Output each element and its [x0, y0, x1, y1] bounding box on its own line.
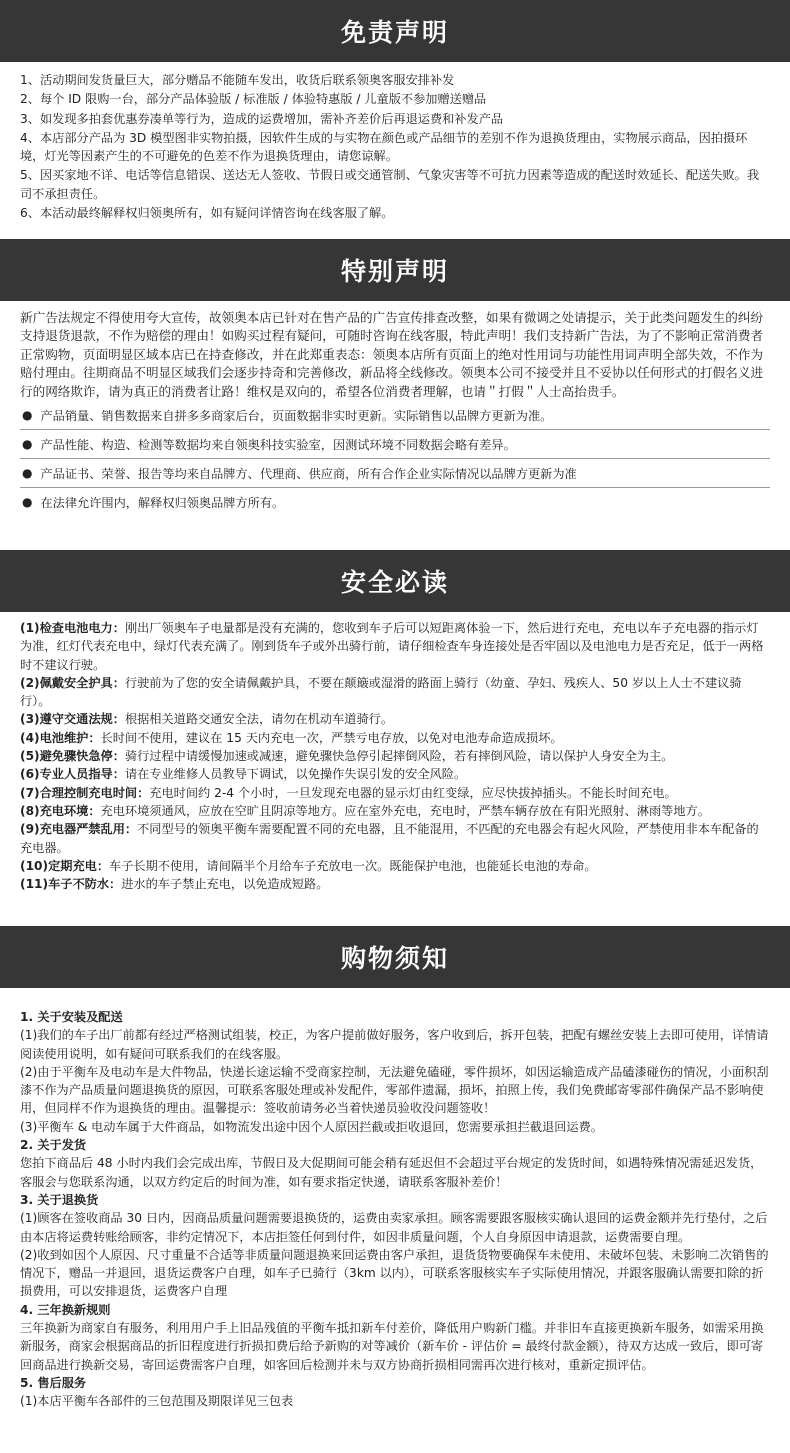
special-notice-body — [0, 301, 790, 550]
special-notice-paragraph: 新广告法规定不得使用夸大宣传，故领奥本店已针对在售产品的广告宣传排查改整，如果有微调之处请提示，关于此类问题发生的纠纷支持退货退款，不作为赔偿的理由！如购买过程有疑问，可随时咨询在线客服，特此声明！我们支持新广告法，为了不影响正常消费者正常购物，页面明显区域本店已在持查修改，并在此郑重表态：领奥本店所有页面上的绝对性用词与功能性用词声明全部失效，不作为赔付理由。往期商品不明显区域我们会逐步持奇和完善修改，新品将全线修改。领奥本公司不接受并且不妥协以任何形式的打假名义进行的网络欺诈，请为真正的消费者让路！维权是双向的，希望各位消费者理解，也请＂打假＂人士高抬贵手。 — [20, 310, 764, 399]
safety-item: (3)遵守交通法规：根据相关道路交通安全法，请勿在机动车道骑行。 — [20, 712, 394, 727]
shopping-heading: 1. 关于安装及配送 — [20, 1010, 123, 1024]
safety-body — [0, 612, 790, 926]
notice-bullet-text: 产品性能、构造、检测等数据均来自领奥科技实验室，因测试环境不同数据会略有差异。 — [40, 437, 516, 452]
shopping-heading: 5. 售后服务 — [20, 1375, 87, 1390]
safety-item: (6)专业人员指导：请在专业维修人员教导下调试，以免操作失误引发的安全风险。 — [20, 767, 467, 782]
shopping-banner — [0, 926, 790, 988]
shopping-line: (1)我们的车子出厂前都有经过严格测试组装，校正，为客户提前做好服务，客户收到后，拆开包装，把配有螺丝安装上去即可使用，详情请阅读使用说明，如有疑问可联系我们的在线客服。 — [20, 1028, 769, 1061]
safety-title: 安全必读 — [340, 568, 449, 597]
safety-item: (2)佩戴安全护具：行驶前为了您的安全请佩戴护具，不要在颠簸或湿滑的路面上骑行（幼童、孕妇、残疾人、50 岁以上人士不建议骑行）。 — [20, 675, 742, 709]
disclaimer-item: 5、因买家地不详、电话等信息错误、送达无人签收、节假日或交通管制、气象灾害等不可抗力因素等造成的配送时效延长、配送失败。我司不承担责任。 — [20, 168, 760, 201]
shopping-line: (1)顾客在签收商品 30 日内，因商品质量问题需要退换货的，运费由卖家承担。顾客需要跟客服核实确认退回的运费金额并先行垫付，之后由本店将运费转账给顾客，非约定情况下，本店拒签任何到付件，如因非质量问题，个人自身原因申请退款，运费需要自理。 — [20, 1211, 768, 1244]
disclaimer-item: 3、如发现多拍套优惠券凑单等行为，造成的运费增加，需补齐差价后再退运费和补发产品 — [20, 111, 504, 126]
safety-item: (8)充电环境：充电环境须通风，应放在空旷且阴凉等地方。应在室外充电，充电时，严禁车辆存放在有阳光照射、淋雨等地方。 — [20, 803, 710, 818]
safety-banner — [0, 550, 790, 612]
shopping-line: (2)由于平衡车及电动车是大件物品，快递长途运输不受商家控制，无法避免磕碰，零件损坏，如因运输造成产品磕漆碰伤的情况，小面积刮漆不作为产品质量问题退换货的原因，可联系客服处理或补发配件，零部件遗漏，损坏，拍照上传，我们免费邮寄零部件确保产品不影响使用，但同样不作为退换货的理由。温馨提示：签收前请务必当着快递员验收没问题签收！ — [20, 1064, 769, 1116]
disclaimer-item: 2、每个 ID 限购一台，部分产品体验版 / 标准版 / 体验特惠版 / 儿童版不参加赠送赠品 — [20, 92, 487, 107]
disclaimer-item: 4、本店部分产品为 3D 模型图非实物拍摄，因软件生成的与实物在颜色或产品细节的差别不作为退换货理由，实物展示商品，因拍摄环境，灯光等因素产生的不可避免的色差不作为退换货理由，请您谅解。 — [20, 130, 748, 164]
bullet-icon: ● — [22, 495, 33, 510]
safety-item: (4)电池维护：长时间不使用，建议在 15 天内充电一次，严禁亏电存放，以免对电池寿命造成损坏。 — [20, 730, 563, 745]
notice-bullet — [20, 430, 770, 459]
special-notice-title: 特别声明 — [340, 257, 449, 286]
bullet-icon: ● — [22, 437, 33, 452]
shopping-heading: 2. 关于发货 — [20, 1138, 87, 1153]
notice-bullet — [20, 459, 770, 488]
safety-item: (10)定期充电：车子长期不使用，请间隔半个月给车子充放电一次。既能保护电池，也能延长电池的寿命。 — [20, 858, 597, 873]
bullet-icon: ● — [22, 408, 33, 423]
disclaimer-item: 6、本活动最终解释权归领奥所有，如有疑问详情咨询在线客服了解。 — [20, 206, 394, 221]
notice-bullet-text: 在法律允许围内，解释权归领奥品牌方所有。 — [40, 495, 285, 510]
shopping-line: (3)平衡车 & 电动车属于大件商品，如物流发出途中因个人原因拦截或拒收退回，您需要承担拦截退回运费。 — [20, 1119, 603, 1134]
disclaimer-title: 免责声明 — [340, 18, 449, 47]
notice-bullet — [20, 401, 770, 430]
shopping-line: (2)收到如因个人原因、尺寸重量不合适等非质量问题退换来回运费由客户承担，退货货物要确保车未使用、未破坏包装、未影响二次销售的情况下，赠品一并退回，退货运费客户自理，如车子已骑行（3km 以内），可联系客服核实车子实际使用情况，并跟客服确认需要扣除的折损费用，可以安排退货，运费客户自理 — [20, 1247, 769, 1299]
shopping-title: 购物须知 — [340, 944, 449, 973]
disclaimer-banner — [0, 0, 790, 62]
shopping-line: (1)本店平衡车各部件的三包范围及期限详见三包表 — [20, 1394, 294, 1409]
safety-item: (11)车子不防水：进水的车子禁止充电，以免造成短路。 — [20, 877, 329, 892]
notice-bullet-text: 产品销量、销售数据来自拼多多商家后台，页面数据非实时更新。实际销售以品牌方更新为准。 — [40, 408, 553, 423]
notice-bullet-text: 产品证书、荣誉、报告等均来自品牌方、代理商、供应商，所有合作企业实际情况以品牌方更新为准 — [40, 466, 577, 481]
shopping-line: 三年换新为商家自有服务，利用用户手上旧品残值的平衡车抵扣新车付差价，降低用户购新门槛。并非旧车直接更换新车服务，如需采用换新服务，商家会根据商品的折旧程度进行折损扣费后给予新购的对等减价（新车价 - 评估价 = 最终付款金额），待双方达成一致后，即可寄回商品进行换新交易，寄回运费需客户自理，如客回后检测并未与双方协商折损相同需再次进行核对，重新定损评估。 — [20, 1321, 764, 1372]
bullet-icon: ● — [22, 466, 33, 481]
notice-bullet — [20, 488, 770, 516]
disclaimer-body — [0, 62, 790, 239]
shopping-heading: 4. 三年换新规则 — [20, 1302, 111, 1317]
safety-item: (7)合理控制充电时间：充电时间约 2-4 个小时，一旦发现充电器的显示灯由红变绿，应尽快拔掉插头。不能长时间充电。 — [20, 785, 677, 800]
disclaimer-item: 1、活动期间发货量巨大，部分赠品不能随车发出，收货后联系领奥客服安排补发 — [20, 73, 455, 87]
shopping-body — [0, 988, 790, 1453]
shopping-heading: 3. 关于退换货 — [20, 1192, 99, 1207]
safety-item: (5)避免骤快急停：骑行过程中请缓慢加速或减速，避免骤快急停引起摔倒风险，若有摔倒风险，请以保护人身安全为主。 — [20, 749, 674, 764]
safety-item: (1)检查电池电力：刚出厂领奥车子电量都是没有充满的，您收到车子后可以短距离体验一下，然后进行充电，充电以车子充电器的指示灯为准，红灯代表充电中，绿灯代表充满了。刚到货车子或外出骑行前，请仔细检查车身连接处是否牢固以及电池电力是否充足，低于一两格时不建议行驶。 — [20, 621, 764, 672]
shopping-line: 您拍下商品后 48 小时内我们会完成出库，节假日及大促期间可能会稍有延迟但不会超过平台规定的发货时间，如遇特殊情况需延迟发货，客服会与您联系沟通，以双方约定后的时间为准，如有要求指定快递，请联系客服补差价！ — [20, 1156, 763, 1189]
special-notice-banner — [0, 239, 790, 301]
safety-item: (9)充电器严禁乱用：不同型号的领奥平衡车需要配置不同的充电器，且不能混用，不匹配的充电器会有起火风险，严禁使用非本车配备的充电器。 — [20, 822, 759, 855]
